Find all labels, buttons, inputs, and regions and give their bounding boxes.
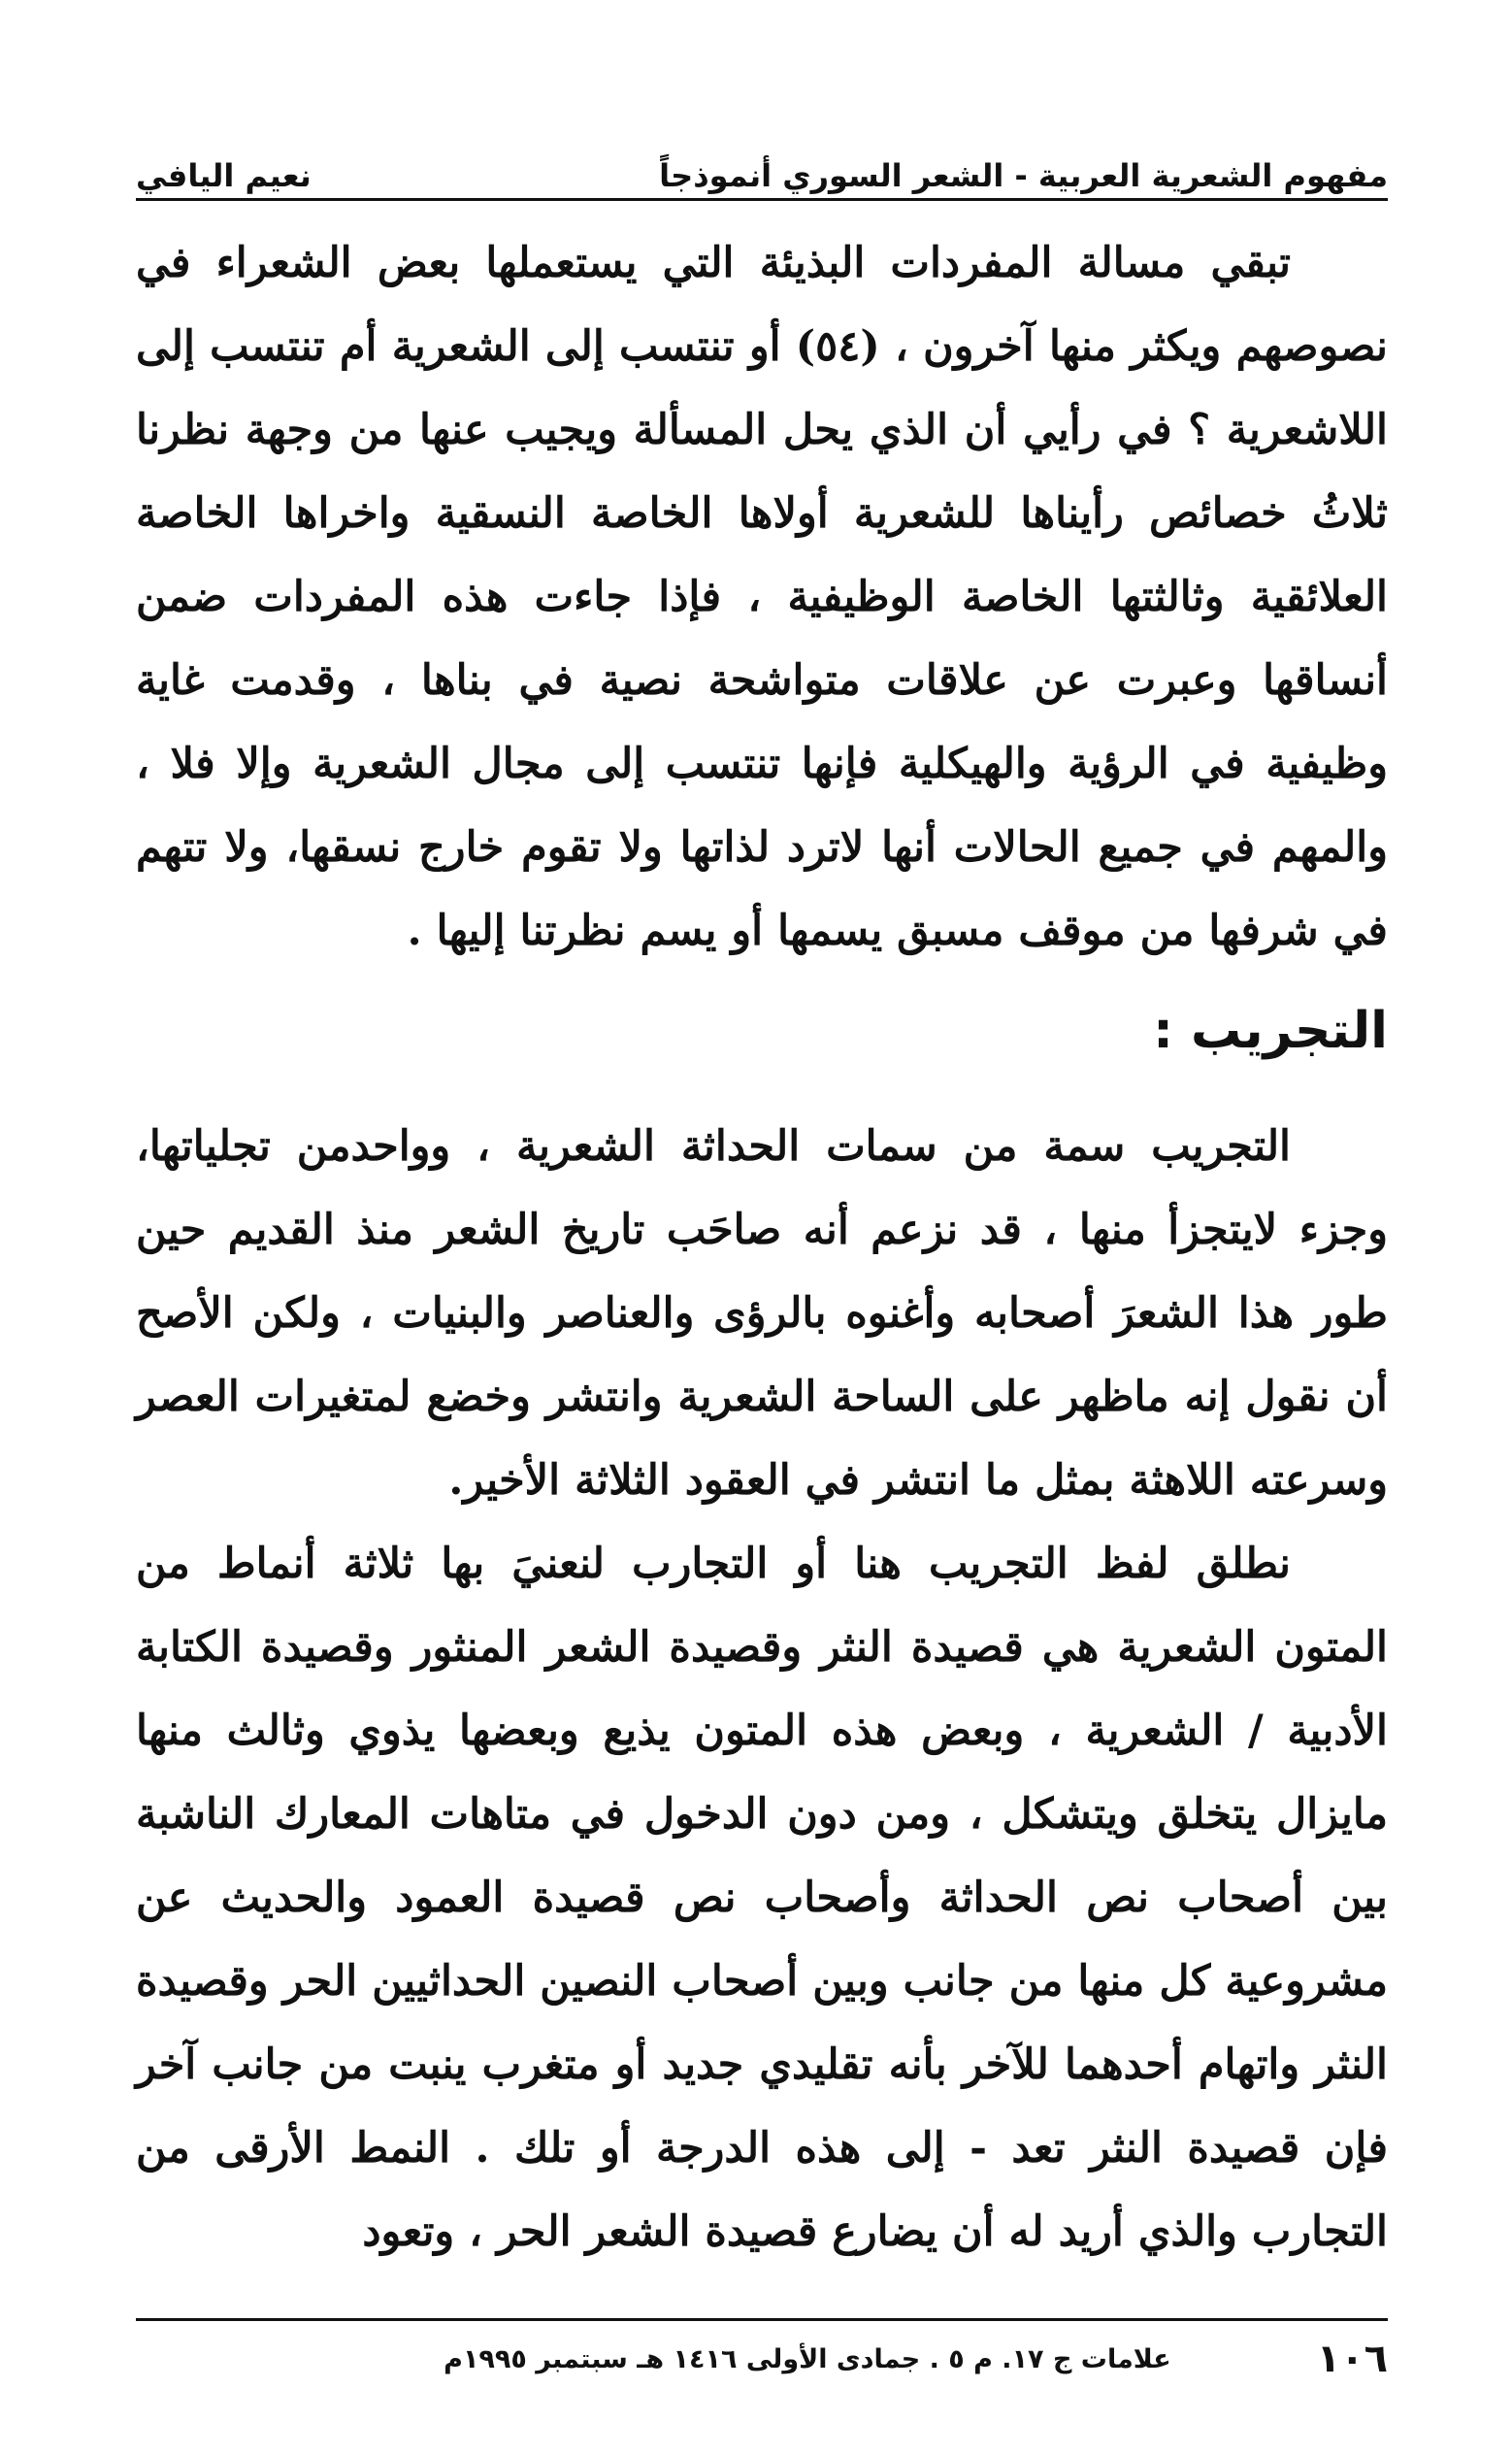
issue-info: علامات ج ١٧. م ٥ . جمادى الأولى ١٤١٦ هـ سبتمبر ١٩٩٥م: [444, 2343, 1171, 2374]
footer-divider: [136, 2318, 1388, 2321]
page-body: [136, 221, 1388, 2273]
header-author: نعيم اليافي: [136, 157, 312, 194]
section-heading: التجريب :: [1153, 1002, 1388, 1060]
body-paragraph-2: التجريب سمة من سمات الحداثة الشعرية ، وواحدمن تجلياتها، وجزء لايتجزأ منها ، قد نزعم أنه صاحَب تاريخ الشعر منذ القديم حين طور هذا الشعرَ أصحابه وأغنوه بالرؤى والعناصر والبنيات ، ولكن الأصح أن نقول إنه ماظهر على الساحة الشعرية وانتشر وخضع لمتغيرات العصر وسرعته اللاهثة بمثل ما انتشر في العقود الثلاثة الأخير.: [136, 1122, 1388, 1505]
running-header: [136, 124, 1388, 194]
body-paragraph-1: تبقي مسالة المفردات البذيئة التي يستعملها بعض الشعراء في نصوصهم ويكثر منها آخرون ، (٥٤) أو تنتسب إلى الشعرية أم تنتسب إلى اللاشعرية ؟ في رأيي أن الذي يحل المسألة ويجيب عنها من وجهة نظرنا ثلاثُ خصائص رأيناها للشعرية أولاها الخاصة النسقية واخراها الخاصة العلائقية وثالثتها الخاصة الوظيفية ، فإذا جاءت هذه المفردات ضمن أنساقها وعبرت عن علاقات متواشحة نصية في بناها ، وقدمت غاية وظيفية في الرؤية والهيكلية فإنها تنتسب إلى مجال الشعرية وإلا فلا ، والمهم في جميع الحالات أنها لاترد لذاتها ولا تقوم خارج نسقها، ولا تتهم في شرفها من موقف مسبق يسمها أو يسم نظرتنا إليها .: [136, 239, 1388, 955]
body-paragraph-3: نطلق لفظ التجريب هنا أو التجارب لنعنيَ بها ثلاثة أنماط من المتون الشعرية هي قصيدة النثر وقصيدة الشعر المنثور وقصيدة الكتابة الأدبية / الشعرية ، وبعض هذه المتون يذيع وبعضها يذوي وثالث منها مايزال يتخلق ويتشكل ، ومن دون الدخول في متاهات المعارك الناشبة بين أصحاب نص الحداثة وأصحاب نص قصيدة العمود والحديث عن مشروعية كل منها من جانب وبين أصحاب النصين الحداثيين الحر وقصيدة النثر واتهام أحدهما للآخر بأنه تقليدي جديد أو متغرب ينبت من جانب آخر فإن قصيدة النثر تعد - إلى هذه الدرجة أو تلك . النمط الأرقى من التجارب والذي أريد له أن يضارع قصيدة الشعر الحر ، وتعود: [136, 1540, 1389, 2256]
running-footer: [136, 2330, 1388, 2388]
header-title: مفهوم الشعرية العربية - الشعر السوري أنموذجاً: [659, 157, 1388, 194]
page-number: ١٠٦: [1316, 2337, 1388, 2381]
header-divider: [136, 198, 1388, 201]
